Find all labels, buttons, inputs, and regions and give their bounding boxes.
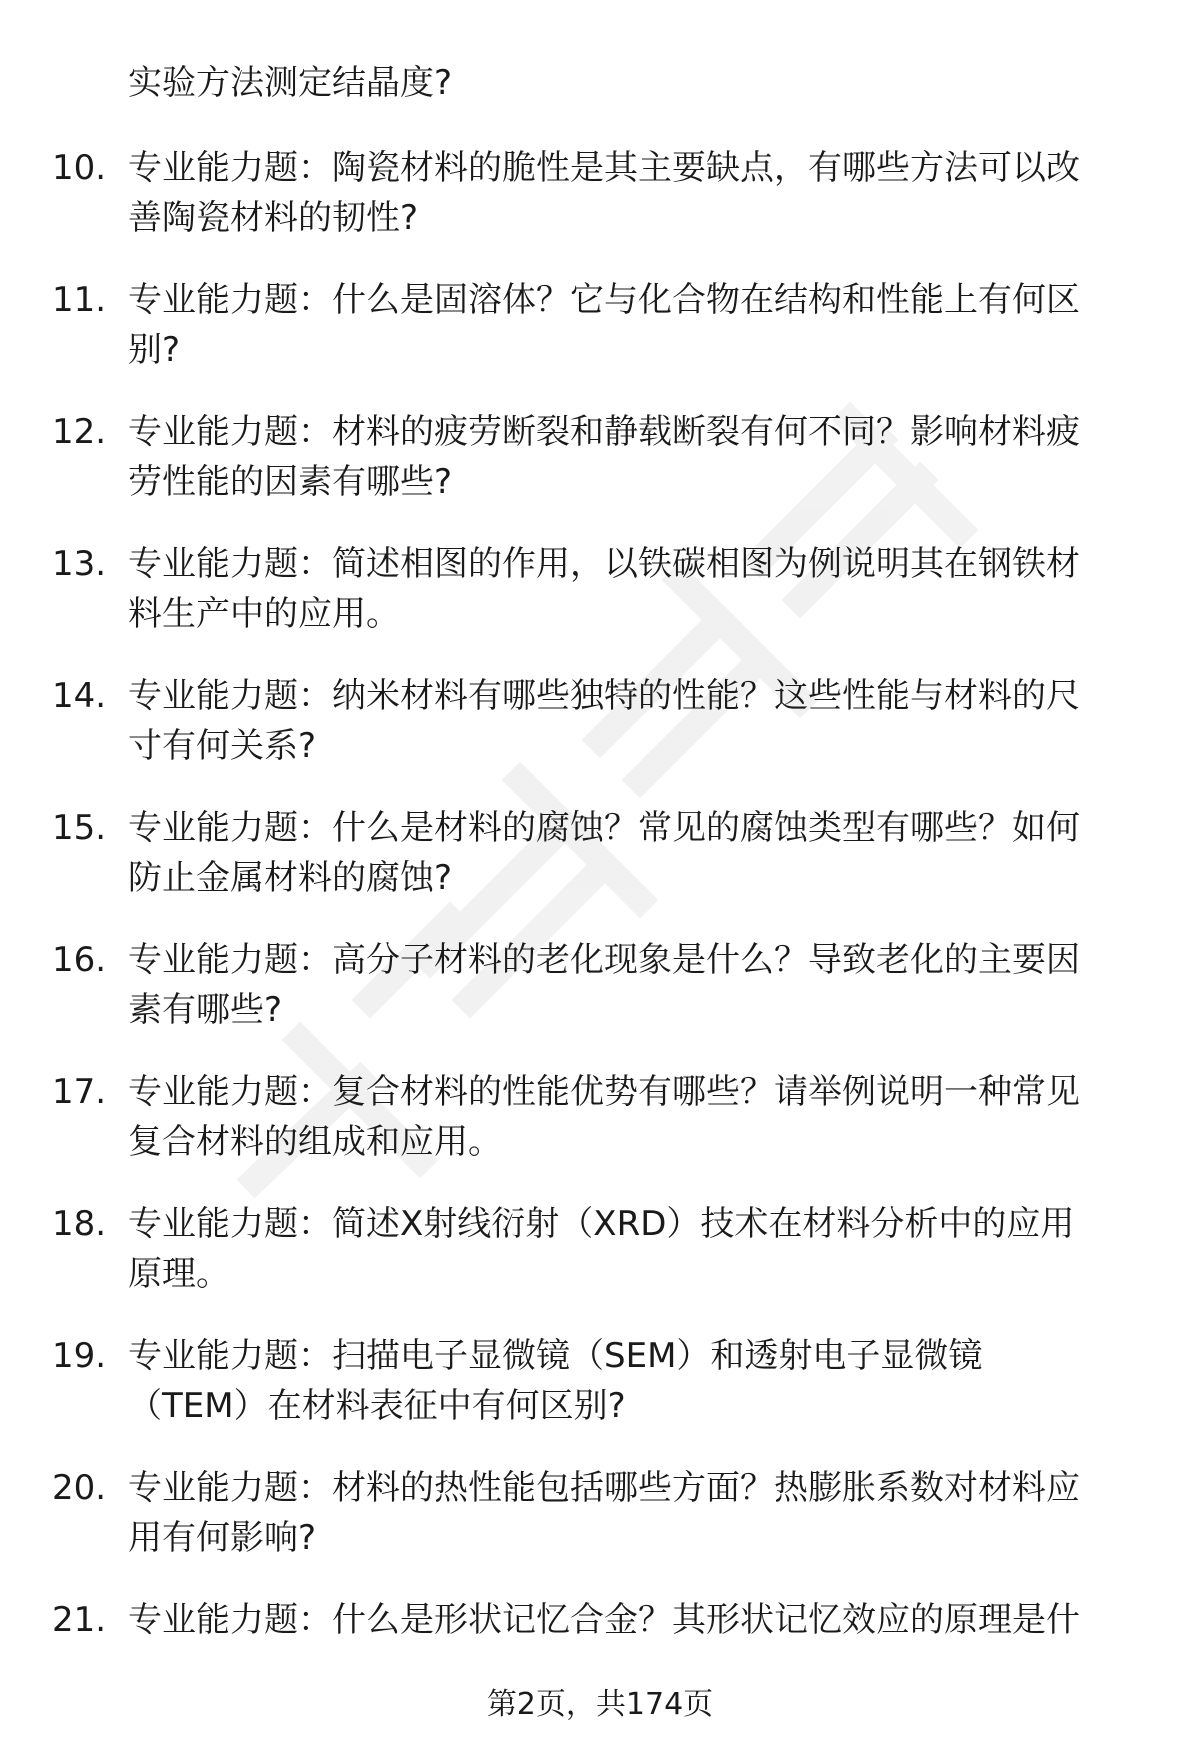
page-number-footer: 第2页，共174页 (486, 1687, 714, 1722)
question-text-line: 防止金属材料的腐蚀? (128, 858, 453, 898)
question-text-line: 专业能力题：陶瓷材料的脆性是其主要缺点，有哪些方法可以改 (128, 148, 1080, 188)
question-text-line: 别? (128, 330, 181, 370)
question-number: 19. (52, 1336, 107, 1376)
question-text-line: 专业能力题：纳米材料有哪些独特的性能？这些性能与材料的尺 (128, 676, 1080, 716)
continued-question-text: 实验方法测定结晶度? (128, 63, 453, 103)
question-number: 18. (52, 1204, 107, 1244)
question-number: 10. (52, 148, 107, 188)
question-text-line: 用有何影响? (128, 1518, 317, 1558)
question-text-line: 专业能力题：简述X射线衍射（XRD）技术在材料分析中的应用 (128, 1204, 1075, 1244)
question-text-line: 专业能力题：什么是形状记忆合金？其形状记忆效应的原理是什 (128, 1600, 1080, 1640)
question-number: 20. (52, 1468, 107, 1508)
question-number: 21. (52, 1600, 107, 1640)
question-number: 11. (52, 280, 107, 320)
question-text-line: 料生产中的应用。 (128, 594, 400, 634)
question-text-line: 专业能力题：材料的疲劳断裂和静载断裂有何不同？影响材料疲 (128, 412, 1080, 452)
question-text-line: 劳性能的因素有哪些? (128, 462, 453, 502)
question-number: 17. (52, 1072, 107, 1112)
question-text-line: 寸有何关系? (128, 726, 317, 766)
question-text-line: 专业能力题：复合材料的性能优势有哪些？请举例说明一种常见 (128, 1072, 1080, 1112)
question-text-line: 原理。 (128, 1254, 230, 1294)
question-number: 14. (52, 676, 107, 716)
question-number: 16. (52, 940, 107, 980)
question-text-line: （TEM）在材料表征中有何区别? (128, 1386, 626, 1426)
question-text-line: 专业能力题：扫描电子显微镜（SEM）和透射电子显微镜 (128, 1336, 983, 1376)
question-text-line: 专业能力题：什么是材料的腐蚀？常见的腐蚀类型有哪些？如何 (128, 808, 1080, 848)
question-number: 13. (52, 544, 107, 584)
question-text-line: 复合材料的组成和应用。 (128, 1122, 502, 1162)
question-text-line: 专业能力题：简述相图的作用，以铁碳相图为例说明其在钢铁材 (128, 544, 1080, 584)
question-number: 12. (52, 412, 107, 452)
question-text-line: 专业能力题：什么是固溶体？它与化合物在结构和性能上有何区 (128, 280, 1080, 320)
question-number: 15. (52, 808, 107, 848)
question-text-line: 专业能力题：材料的热性能包括哪些方面？热膨胀系数对材料应 (128, 1468, 1080, 1508)
question-text-line: 素有哪些? (128, 990, 283, 1030)
question-text-line: 专业能力题：高分子材料的老化现象是什么？导致老化的主要因 (128, 940, 1080, 980)
question-text-line: 善陶瓷材料的韧性? (128, 198, 419, 238)
